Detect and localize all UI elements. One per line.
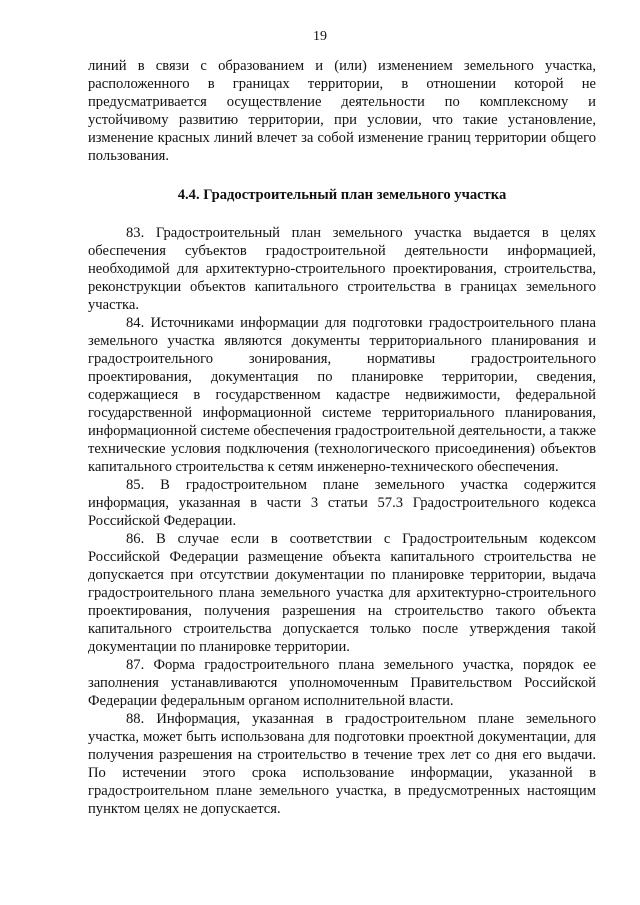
section-heading: 4.4. Градостроительный план земельного участка — [177, 187, 507, 203]
paragraph-86: 86. В случае если в соответствии с Градостроительным кодексом Российской Федерации размещение объекта капитального строительства не допускается при отсутствии документации по планировке территории, выдача градостроительного плана земельного участка для архитектурно-строительного проектирования, получения разрешения на строительство такого объекта капитального строительства допускается только после утверждения такой документации по планировке территории. — [88, 531, 596, 655]
paragraph-88: 88. Информация, указанная в градостроительном плане земельного участка, может быть использована для подготовки проектной документации, для получения разрешения на строительство в течение трех лет со дня его выдачи. По истечении этого срока использование информации, указанной в градостроительном плане земельного участка, в предусмотренных настоящим пунктом целях не допускается. — [88, 711, 596, 817]
document-body — [88, 57, 596, 818]
page-number: 19 — [313, 29, 327, 44]
paragraph-83: 83. Градостроительный план земельного участка выдается в целях обеспечения субъектов градостроительной деятельности информацией, необходимой для архитектурно-строительного проектирования, строительства, реконструкции объектов капитального строительства в границах земельного участка. — [88, 225, 596, 313]
paragraph-87: 87. Форма градостроительного плана земельного участка, порядок ее заполнения устанавливаются уполномоченным Правительством Российской Федерации федеральным органом исполнительной власти. — [88, 657, 596, 709]
paragraph-84: 84. Источниками информации для подготовки градостроительного плана земельного участка являются документы территориального планирования и градостроительного зонирования, нормативы градостроительного проектирования, документация по планировке территории, сведения, содержащиеся в государственном кадастре недвижимости, федеральной государственной информационной системе территориального планирования, информационной системе обеспечения градостроительной деятельности, а также технические условия подключения (технологического присоединения) объектов капитального строительства к сетям инженерно-технического обеспечения. — [88, 315, 597, 475]
paragraph-85: 85. В градостроительном плане земельного участка содержится информация, указанная в части 3 статьи 57.3 Градостроительного кодекса Российской Федерации. — [88, 477, 596, 529]
continuation-paragraph: линий в связи с образованием и (или) изменением земельного участка, расположенного в границах территории, в отношении которой не предусматривается осуществление деятельности по комплексному и устойчивому развитию территории, при условии, что такие установление, изменение красных линий влечет за собой изменение границ территории общего пользования. — [88, 58, 596, 164]
